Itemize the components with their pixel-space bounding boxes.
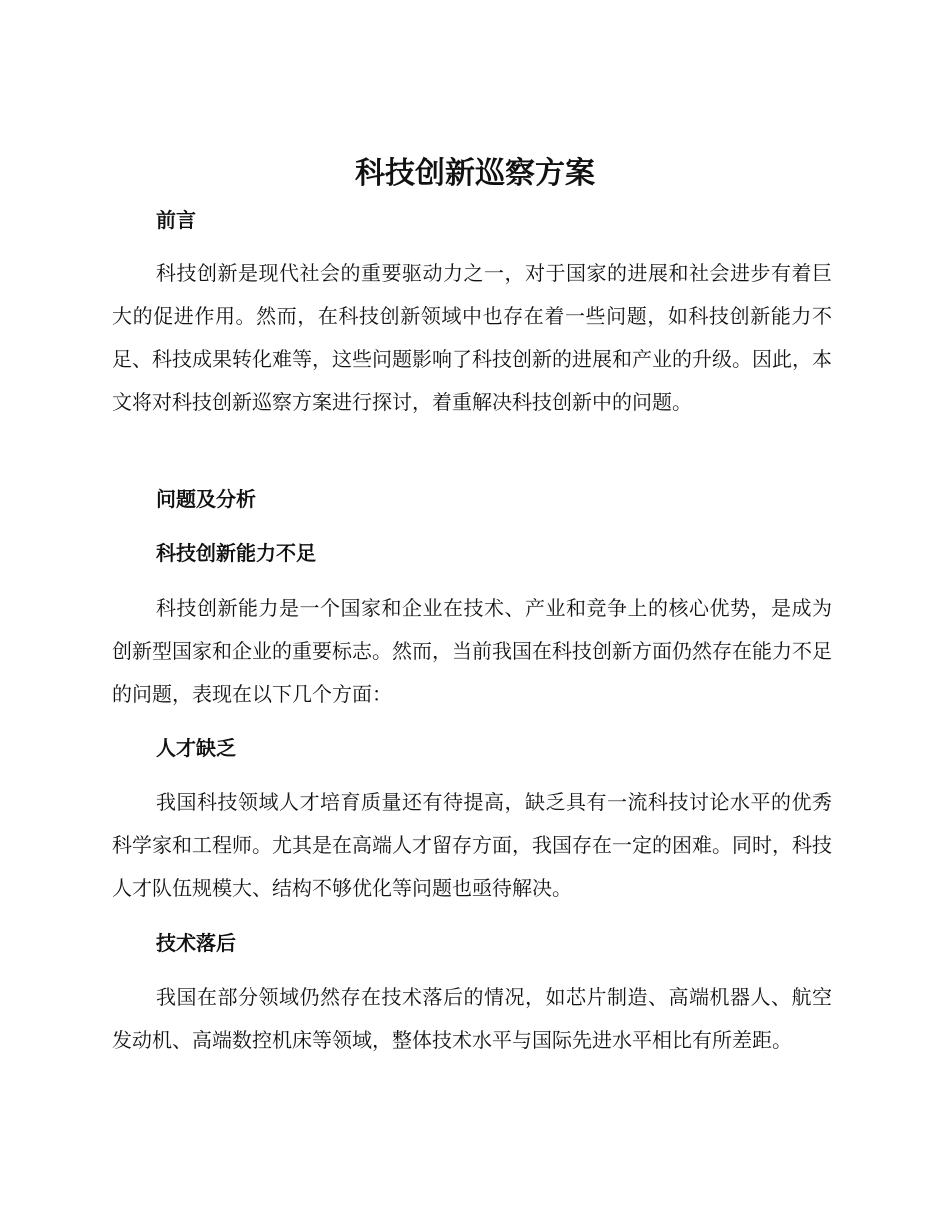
section-paragraph-preface: 科技创新是现代社会的重要驱动力之一，对于国家的进展和社会进步有着巨大的促进作用。然而，在科技创新领域中也存在着一些问题，如科技创新能力不足、科技成果转化难等，这些问题影响了科技创新的进展和产业的升级。因此，本文将对科技创新巡察方案进行探讨，着重解决科技创新中的问题。 [112, 261, 832, 414]
section-heading-technology-lag: 技术落后 [156, 931, 236, 955]
section-heading-talent-shortage: 人才缺乏 [156, 736, 236, 760]
section-paragraph-insufficient-capability: 科技创新能力是一个国家和企业在技术、产业和竞争上的核心优势，是成为创新型国家和企业的重要标志。然而，当前我国在科技创新方面仍然存在能力不足的问题，表现在以下几个方面： [112, 596, 832, 706]
section-heading-insufficient-capability: 科技创新能力不足 [156, 541, 316, 565]
section-paragraph-technology-lag: 我国在部分领域仍然存在技术落后的情况，如芯片制造、高端机器人、航空发动机、高端数控机床等领域，整体技术水平与国际先进水平相比有所差距。 [112, 985, 832, 1052]
document-title: 科技创新巡察方案 [355, 156, 595, 191]
section-heading-preface: 前言 [156, 208, 196, 232]
section-paragraph-talent-shortage: 我国科技领域人才培育质量还有待提高，缺乏具有一流科技讨论水平的优秀科学家和工程师。尤其是在高端人才留存方面，我国存在一定的困难。同时，科技人才队伍规模大、结构不够优化等问题也亟待解决。 [112, 790, 832, 900]
section-heading-problems-analysis: 问题及分析 [156, 487, 256, 511]
